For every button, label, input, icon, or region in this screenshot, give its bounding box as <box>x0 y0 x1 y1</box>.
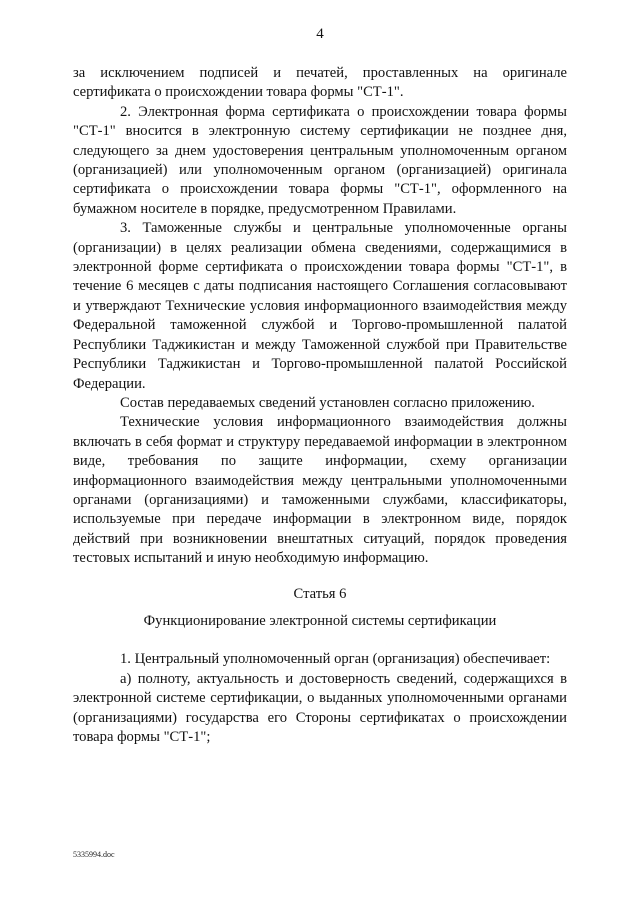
page-number: 4 <box>316 26 324 42</box>
paragraph-3: 3. Таможенные службы и центральные уполномоченные органы (организации) в целях реализации обмена сведениями, содержащимися в электронной форме сертификата о происхождении товара формы "СТ-1", в течение 6 месяцев с даты подписания настоящего Соглашения согласовывают и утверждают Технические условия информационного взаимодействия между Федеральной таможенной службой и Торгово-промышленной палатой Республики Таджикистан и между Таможенной службой при Правительстве Республики Таджикистан и Торгово-промышленной палатой Российской Федерации. <box>73 220 567 392</box>
paragraph-continuation: за исключением подписей и печатей, проставленных на оригинале сертификата о происхождении товара формы "СТ-1". <box>73 65 567 101</box>
paragraph-article6-1a: а) полноту, актуальность и достоверность сведений, содержащихся в электронной системе сертификации, о выданных уполномоченными органами (организациями) государства его Стороны сертификатах о происхождении товара формы "СТ-1"; <box>73 670 567 745</box>
footer-filename: 5335994.doc <box>73 850 115 859</box>
document-body <box>73 64 567 747</box>
article-title: Статья 6 <box>293 585 347 602</box>
paragraph-technical-conditions: Технические условия информационного взаимодействия должны включать в себя формат и структуру передаваемой информации в электронном виде, требования по защите информации, схему организации информационного взаимодействия между центральными уполномоченными органами (организациями) и таможенными службами, классификаторы, используемые при передаче информации в электронном виде, порядок действий при возникновении внештатных ситуаций, порядок проведения тестовых испытаний и иную необходимую информацию. <box>73 414 567 567</box>
paragraph-2: 2. Электронная форма сертификата о происхождении товара формы "СТ-1" вносится в электронную систему сертификации не позднее дня, следующего за днем удостоверения центральным уполномоченным органом (организацией) или уполномоченным органом (организацией) оригинала сертификата о происхождении товара формы "СТ-1", оформленного на бумажном носителе в порядке, предусмотренном Правилами. <box>73 103 567 217</box>
paragraph-article6-1: 1. Центральный уполномоченный орган (организация) обеспечивает: <box>120 651 551 668</box>
paragraph-composition: Состав передаваемых сведений установлен согласно приложению. <box>120 394 535 411</box>
article-subtitle: Функционирование электронной системы сертификации <box>143 612 497 629</box>
